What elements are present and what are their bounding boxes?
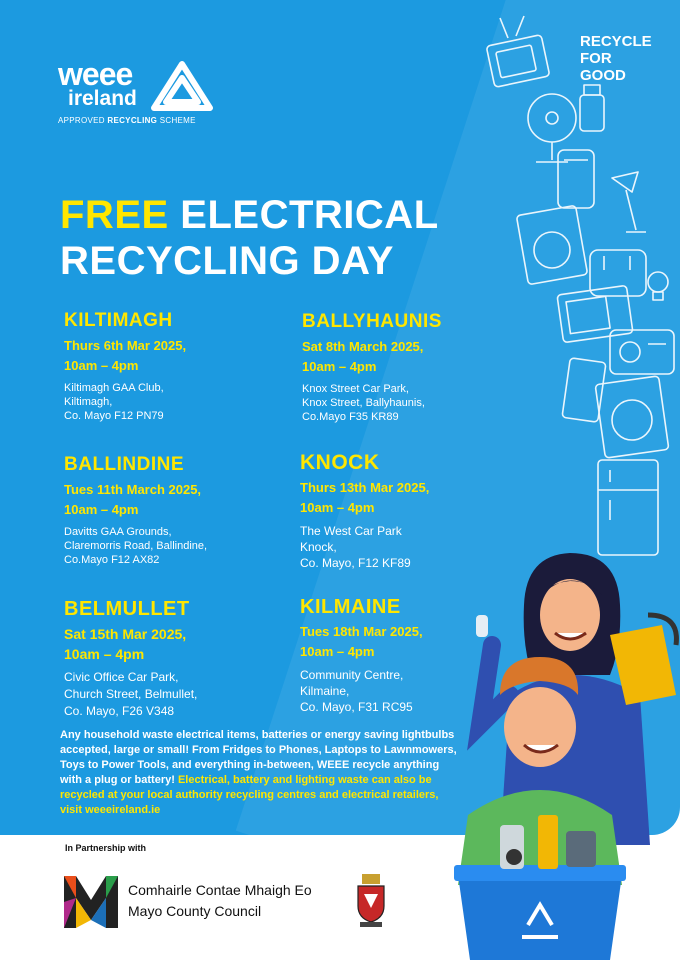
event-town: KNOCK	[300, 451, 380, 474]
info-paragraph	[60, 728, 460, 818]
event-ballyhaunis	[302, 311, 442, 424]
air-conditioner-icon	[562, 358, 606, 422]
appliances-illustration	[480, 0, 680, 560]
lamp-icon	[612, 172, 646, 232]
headline-free: FREE	[60, 193, 169, 237]
event-time: 10am – 4pm	[64, 502, 139, 517]
weee-ireland-logo	[58, 56, 196, 125]
event-knock	[300, 452, 429, 571]
event-date: Tues 18th Mar 2025,	[300, 624, 423, 639]
info-main-text: Any household waste electrical items, batteries or energy saving lightbulbs accepted, large or small! From Fridges to Phones, Laptops to Lawnmowers, Toys to Power Tools, and everything in-between, WEEE recycle anything with a plug or battery!	[60, 729, 457, 786]
info-highlight-text: Electrical, battery and lighting waste can also be recycled at your local authority recycling centres and electrical retailers, visit weeeireland.ie	[60, 774, 439, 816]
headline-line1: ELECTRICAL	[168, 193, 439, 237]
event-time: 10am – 4pm	[302, 359, 377, 374]
event-time: 10am – 4pm	[64, 646, 145, 662]
event-belmullet	[64, 598, 197, 720]
event-date: Thurs 13th Mar 2025,	[300, 480, 430, 495]
event-kiltimagh	[64, 310, 186, 423]
event-ballindine	[64, 454, 207, 567]
event-town: KILTIMAGH	[64, 310, 173, 331]
lightbulb-icon	[648, 272, 668, 300]
dryer-icon	[595, 376, 669, 458]
partnership-label: In Partnership with	[65, 843, 147, 853]
radio-icon	[610, 330, 674, 374]
event-town: KILMAINE	[300, 596, 401, 618]
logo-weee-text: weee	[58, 56, 133, 92]
event-address: Community Centre, Kilmaine, Co. Mayo, F31 RC95	[300, 668, 413, 714]
council-name-irish: Comhairle Contae Mhaigh Eo	[128, 882, 312, 898]
event-time: 10am – 4pm	[300, 644, 375, 659]
microwave-icon	[557, 285, 633, 342]
event-address: Kiltimagh GAA Club, Kiltimagh, Co. Mayo F12 PN79	[64, 382, 164, 422]
event-address: Civic Office Car Park, Church Street, Belmullet, Co. Mayo, F26 V348	[64, 670, 198, 718]
recycle-for-good-tagline: RECYCLE FOR GOOD	[580, 33, 652, 84]
event-date: Tues 11th March 2025,	[64, 482, 202, 497]
people-illustration	[440, 545, 680, 960]
fridge-icon	[598, 460, 658, 555]
headline-line2: RECYCLING DAY	[60, 239, 394, 283]
event-kilmaine	[300, 596, 423, 715]
event-town: BALLINDINE	[64, 454, 185, 475]
county-crest-icon	[354, 872, 388, 928]
mayo-m-logo-icon	[62, 872, 120, 930]
event-address: Davitts GAA Grounds, Claremorris Road, Ballindine, Co.Mayo F12 AX82	[64, 526, 208, 566]
mixer-icon	[558, 150, 594, 208]
headline	[60, 192, 439, 284]
event-address: The West Car Park Knock, Co. Mayo, F12 KF89	[300, 524, 411, 570]
event-address: Knox Street Car Park, Knox Street, Ballyhaunis, Co.Mayo F35 KR89	[302, 383, 425, 423]
council-name	[128, 880, 312, 922]
event-town: BELMULLET	[64, 598, 190, 620]
event-time: 10am – 4pm	[300, 500, 375, 515]
event-date: Sat 8th March 2025,	[302, 339, 424, 354]
tv-icon	[486, 16, 550, 87]
recycling-bin-icon	[454, 865, 626, 960]
event-town: BALLYHAUNIS	[302, 311, 442, 332]
event-date: Sat 15th Mar 2025,	[64, 626, 187, 642]
event-time: 10am – 4pm	[64, 358, 139, 373]
washing-machine-icon	[516, 205, 587, 284]
event-date: Thurs 6th Mar 2025,	[64, 338, 187, 353]
fan-icon	[528, 94, 576, 162]
logo-ireland-text: ireland	[68, 87, 137, 110]
approved-scheme-text: APPROVED RECYCLING SCHEME	[58, 116, 196, 125]
kettle-icon	[580, 85, 604, 131]
weee-triangle-icon	[150, 60, 214, 112]
council-name-english: Mayo County Council	[128, 903, 262, 919]
